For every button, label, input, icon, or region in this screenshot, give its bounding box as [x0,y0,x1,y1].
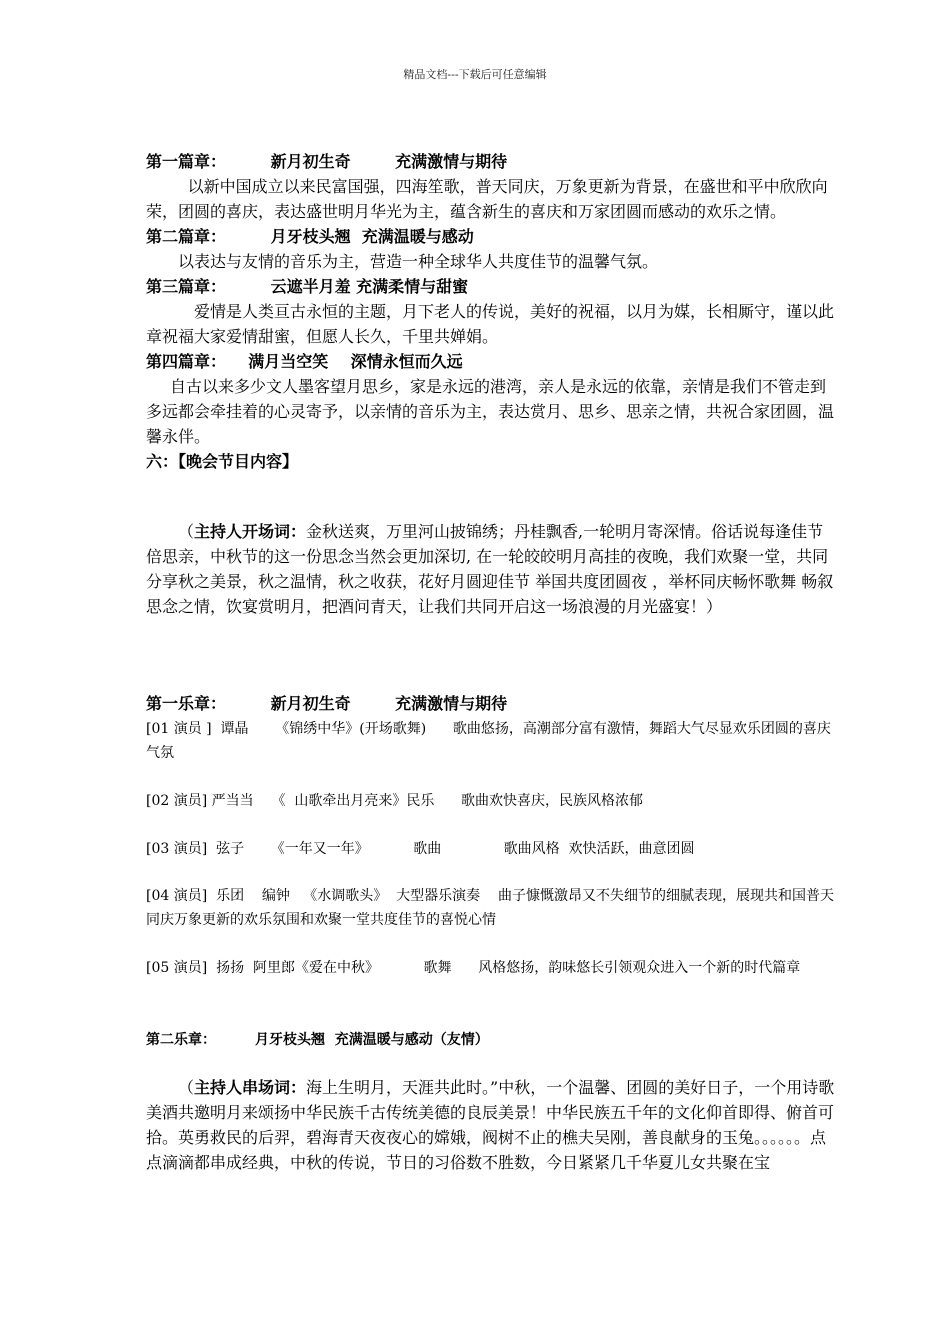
program-item-5 [146,956,836,980]
chapter-3-heading: 第三篇章： 云遮半月羞 充满柔情与甜蜜 [146,277,469,296]
host-transition-text: 海上生明月，天涯共此时。”中秋，一个温馨、团圆的美好日子，一个用诗歌美酒共邀明月来颂扬中华民族千古传统美德的良辰美景！中华民族五千年的文化仰首即得、俯首可拾。英勇救民的后羿，碧海青天夜夜心的嫦娥，阀树不止的樵夫吴刚，善良献身的玉兔。。。。。。点点滴滴都串成经典，中秋的传说，节日的习俗数不胜数，今日紧紧几千华夏儿女共聚在宝 [146,1078,835,1172]
host-transition-paren: （ [178,1078,195,1097]
chapter-4-text: 自古以来多少文人墨客望月思乡，家是永远的港湾，亲人是永远的依靠，亲情是我们不管走到多远都会牵挂着的心灵寄予，以亲情的音乐为主，表达赏月、思乡、思亲之情，共祝合家团圆，温馨永伴。 [146,377,835,446]
chapter-4-heading: 第四篇章： 满月当空笑 深情永恒而久远 [146,352,463,371]
program-item-5-text: [05 演员] 扬扬 阿里郎《爱在中秋》 歌舞 风格悠扬，韵味悠长引领观众进入一个新的时代篇章 [146,960,801,976]
host-opening-label: 主持人开场词： [194,522,307,541]
chapter-1 [146,149,836,474]
page-header: 精品文档---下载后可任意编辑 [403,68,547,81]
chapter-3-text: 爱情是人类亘古永恒的主题，月下老人的传说，美好的祝福，以月为媒，长相厮守，谨以此章祝福大家爱情甜蜜，但愿人长久，千里共婵娟。 [146,302,835,346]
program-item-4 [146,884,836,932]
program-item-4-text: [04 演员] 乐团 编钟 《水调歌头》 大型器乐演奏 曲子慷慨激昂又不失细节的细腻表现，展现共和国普天同庆万象更新的欢乐氛围和欢聚一堂共度佳节的喜悦心情 [146,888,834,928]
host-opening [146,519,836,619]
chapter-2-text: 以表达与友情的音乐为主，营造一种全球华人共度佳节的温馨气氛。 [178,252,659,271]
section-6-heading: 六：【晚会节目内容】 [146,452,299,471]
program-item-1 [146,717,836,765]
program-item-3-text: [03 演员] 弦子 《一年又一年》 歌曲 歌曲风格 欢快活跃，曲意团圆 [146,841,695,857]
music-chapter-2 [146,1028,836,1052]
host-transition-label: 主持人串场词： [194,1078,307,1097]
music-chapter-1 [146,691,836,716]
music-chapter-2-heading: 第二乐章： 月牙枝头翘 充满温暖与感动（友情） [146,1032,489,1048]
program-item-3 [146,837,836,861]
program-item-1-text: [01 演员 ] 谭晶 《锦绣中华》(开场歌舞) 歌曲悠扬，高潮部分富有激情，舞蹈大气尽显欢乐团圆的喜庆气氛 [146,721,831,761]
program-item-2 [146,789,836,813]
chapter-2-heading: 第二篇章： 月牙枝头翘 充满温暖与感动 [146,227,474,246]
host-transition [146,1075,836,1175]
host-opening-text: 金秋送爽，万里河山披锦绣；丹桂飘香,一轮明月寄深情。俗话说每逢佳节倍思亲，中秋节的这一份思念当然会更加深切, 在一轮皎皎明月高挂的夜晚，我们欢聚一堂，共同分享秋之美景，秋之温情，秋之收获，花好月圆迎佳节 举国共度团圆夜 ，举杯同庆畅怀歌舞 畅叙思念之情，饮宴赏明月，把酒问青天，让我们共同开启这一场浪漫的月光盛宴！） [146,522,834,616]
music-chapter-1-heading: 第一乐章： 新月初生奇 充满激情与期待 [146,694,508,713]
chapter-1-heading: 第一篇章： 新月初生奇 充满激情与期待 [146,152,508,171]
chapter-1-text: 以新中国成立以来民富国强，四海笙歌，普天同庆，万象更新为背景，在盛世和平中欣欣向荣，团圆的喜庆，表达盛世明月华光为主，蕴含新生的喜庆和万家团圆而感动的欢乐之情。 [146,177,828,221]
program-item-2-text: [02 演员] 严当当 《 山歌牵出月亮来》民乐 歌曲欢快喜庆，民族风格浓郁 [146,793,644,809]
host-opening-paren: （ [178,522,195,541]
